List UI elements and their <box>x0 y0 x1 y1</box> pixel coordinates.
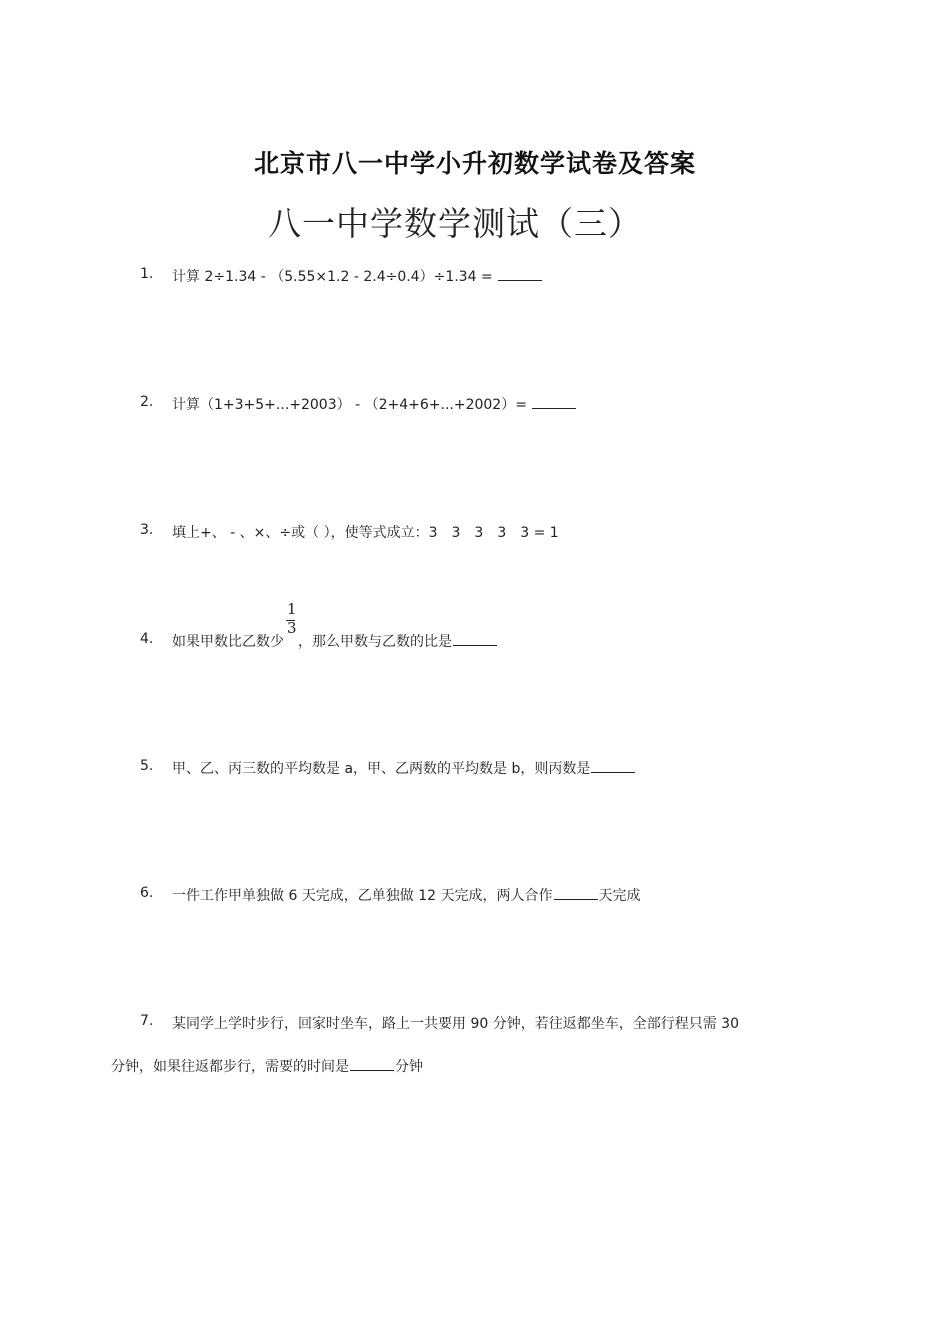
question-text-after: ，那么甲数与乙数的比是 <box>298 634 452 650</box>
question-text-after: 分钟 <box>395 1059 423 1075</box>
fraction <box>284 600 298 646</box>
answer-blank[interactable] <box>453 632 497 646</box>
answer-blank[interactable] <box>591 759 635 773</box>
question-number: 6. <box>140 885 154 901</box>
question-number: 5. <box>140 758 154 774</box>
question-text: 分钟，如果往返都步行，需要的时间是 <box>111 1059 349 1075</box>
question-text: 填上+、 - 、×、÷或（ ），使等式成立：3 3 3 3 3 = 1 <box>172 525 559 541</box>
question-text: 计算（1+3+5+...+2003） - （2+4+6+...+2002）= <box>172 397 532 413</box>
question-number: 3. <box>140 522 154 538</box>
question-text: 某同学上学时步行，回家时坐车，路上一共要用 90 分钟，若往返都坐车，全部行程只需 30 <box>172 1016 739 1032</box>
document-title: 北京市八一中学小升初数学试卷及答案 <box>253 149 696 178</box>
answer-blank[interactable] <box>498 267 542 281</box>
fraction-denominator: 3 <box>287 619 297 637</box>
question-text: 一件工作甲单独做 6 天完成，乙单独做 12 天完成，两人合作 <box>172 888 553 904</box>
question-number: 4. <box>140 631 154 647</box>
test-title: 八一中学数学测试（三） <box>268 204 642 243</box>
question-number: 7. <box>140 1013 154 1029</box>
question-7-continuation <box>111 1056 423 1076</box>
answer-blank[interactable] <box>350 1057 394 1071</box>
answer-blank[interactable] <box>554 886 598 900</box>
question-text: 甲、乙、丙三数的平均数是 a，甲、乙两数的平均数是 b，则丙数是 <box>172 761 591 777</box>
fraction-numerator: 1 <box>287 600 297 618</box>
question-number: 2. <box>140 394 154 410</box>
question-text-wrap <box>172 758 636 778</box>
question-text: 计算 2÷1.34 - （5.55×1.2 - 2.4÷0.4）÷1.34 = <box>172 269 498 285</box>
question-text-wrap <box>172 394 577 414</box>
question-text-after: 天完成 <box>598 888 641 904</box>
question-text-wrap <box>172 600 498 651</box>
question-text: 如果甲数比乙数少 <box>172 634 284 650</box>
answer-blank[interactable] <box>532 395 576 409</box>
question-text-wrap <box>172 266 543 286</box>
question-text-wrap <box>172 885 641 905</box>
question-number: 1. <box>140 266 154 282</box>
